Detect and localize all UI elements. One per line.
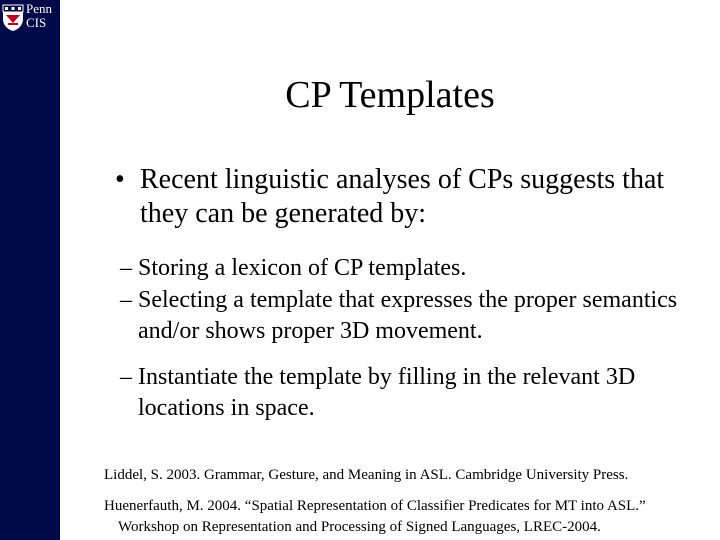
reference-line: Workshop on Representation and Processing of Signed Languages, LREC-2004. bbox=[118, 519, 601, 535]
reference-line: Huenerfauth, M. 2004. “Spatial Representation of Classifier Predicates for MT into ASL.” bbox=[104, 498, 646, 514]
subbullet-text: Instantiate the template by filling in the relevant 3D locations in space. bbox=[138, 364, 636, 421]
subbullet-marker: – bbox=[120, 287, 132, 313]
sidebar-bar bbox=[0, 0, 60, 540]
bullet-marker: • bbox=[115, 164, 125, 195]
subbullet-marker: – bbox=[120, 364, 132, 390]
subbullet-item bbox=[120, 253, 710, 284]
bullet-item bbox=[103, 163, 703, 231]
subbullet-marker: – bbox=[120, 255, 132, 281]
reference-line: Liddel, S. 2003. Grammar, Gesture, and Meaning in ASL. Cambridge University Press. bbox=[104, 467, 629, 483]
subbullet-item bbox=[120, 362, 710, 424]
bullet-text: Recent linguistic analyses of CPs suggests that they can be generated by: bbox=[140, 164, 665, 229]
logo-text bbox=[26, 2, 52, 30]
shield-icon bbox=[2, 4, 24, 32]
logo-line-penn: Penn bbox=[26, 1, 52, 16]
subbullet-text: Selecting a template that expresses the proper semantics and/or shows proper 3D movement. bbox=[138, 287, 678, 344]
subbullet-item bbox=[120, 285, 710, 347]
logo-line-cis: CIS bbox=[26, 15, 47, 30]
subbullet-text: Storing a lexicon of CP templates. bbox=[138, 255, 467, 281]
slide-title: CP Templates bbox=[285, 74, 495, 116]
penn-cis-logo bbox=[2, 2, 58, 38]
